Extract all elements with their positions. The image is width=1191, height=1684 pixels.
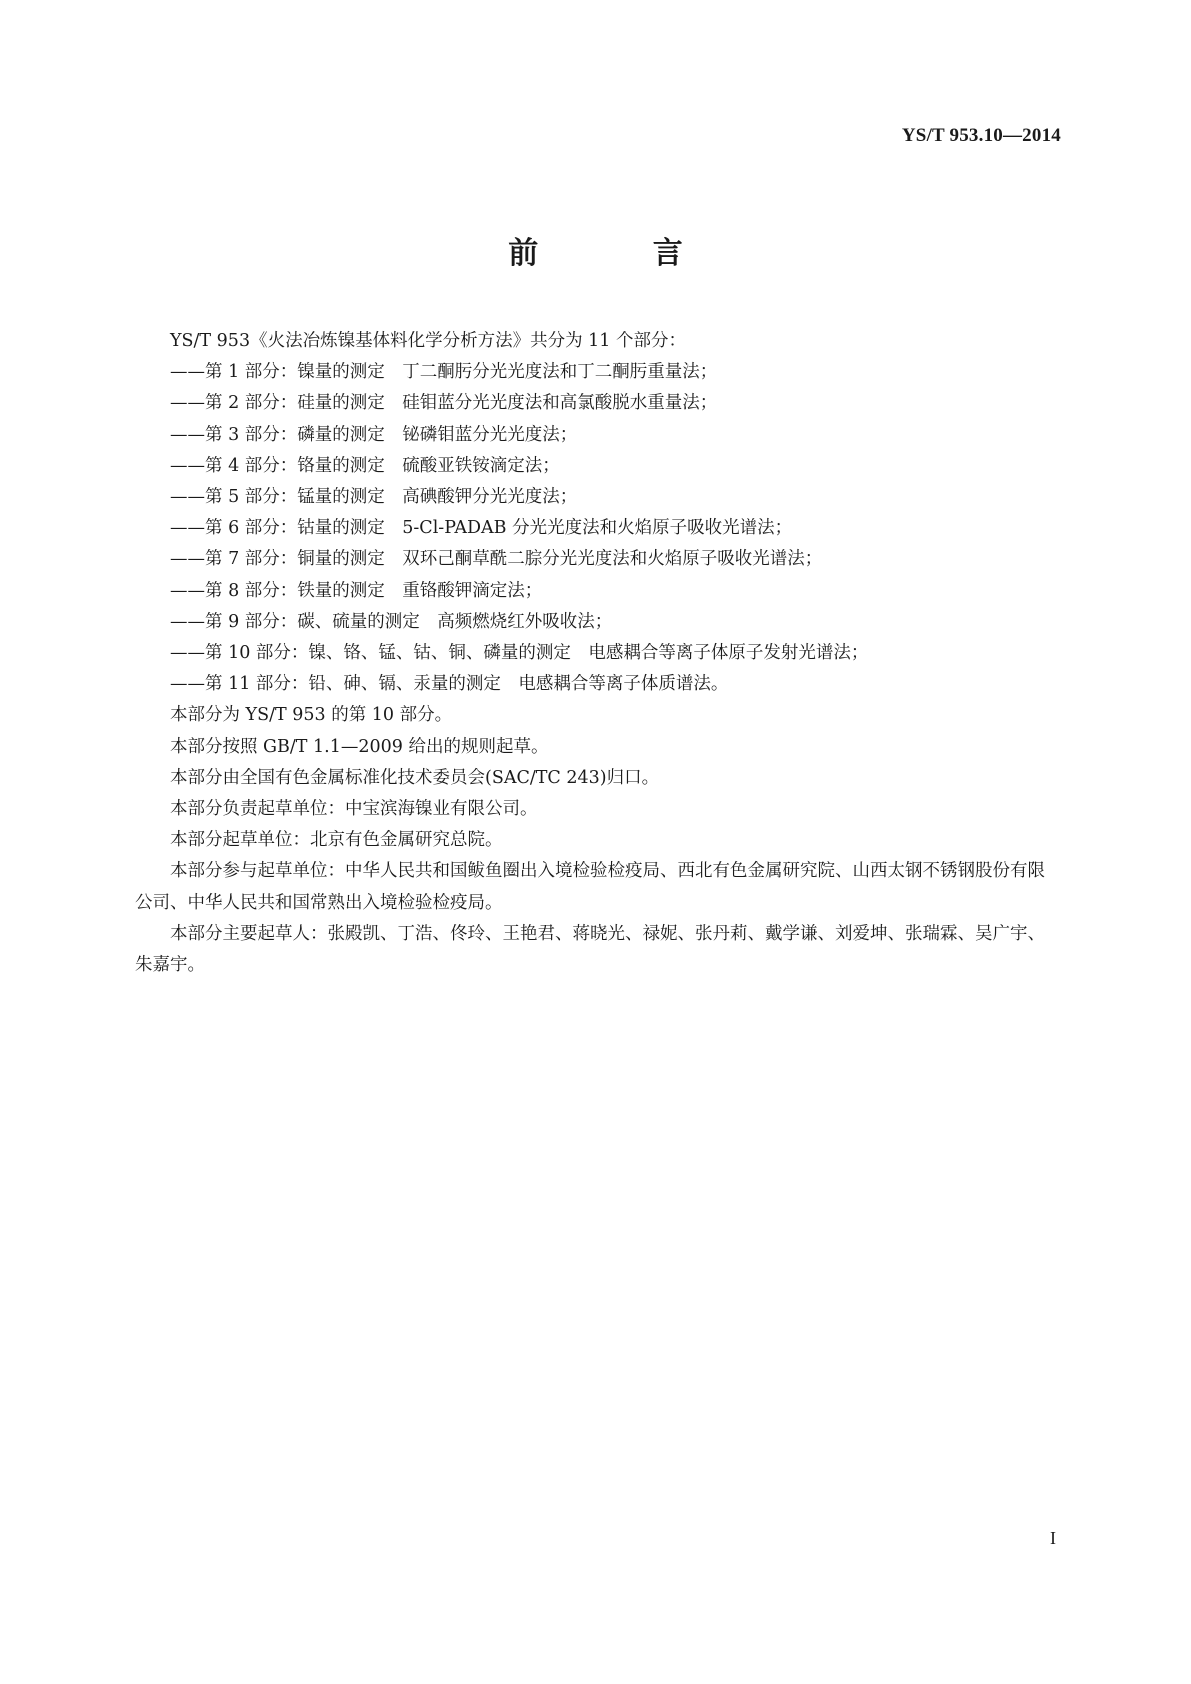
paragraph-drafters: 本部分主要起草人：张殿凯、丁浩、佟玲、王艳君、蒋晓光、禄妮、张丹莉、戴学谦、刘爱坤、张瑞霖、吴广宇、朱嘉宇。: [135, 923, 1045, 976]
list-item: ——第 5 部分：锰量的测定 高碘酸钾分光光度法；: [170, 487, 578, 508]
paragraph-participating-units: 本部分参与起草单位：中华人民共和国鲅鱼圈出入境检验检疫局、西北有色金属研究院、山西太钢不锈钢股份有限公司、中华人民共和国常熟出入境检验检疫局。: [135, 861, 1045, 913]
list-item: ——第 6 部分：钴量的测定 5-Cl-PADAB 分光光度法和火焰原子吸收光谱法；: [170, 518, 793, 539]
paragraph-committee: 本部分由全国有色金属标准化技术委员会(SAC/TC 243)归口。: [170, 767, 660, 788]
page-number: I: [1050, 1528, 1056, 1548]
list-item: ——第 3 部分：磷量的测定 铋磷钼蓝分光光度法；: [170, 424, 578, 445]
list-item: ——第 2 部分：硅量的测定 硅钼蓝分光光度法和高氯酸脱水重量法；: [170, 393, 718, 414]
page-title: 前 言: [508, 236, 735, 271]
foreword-body: [135, 326, 1060, 981]
paragraph-responsible-unit: 本部分负责起草单位：中宝滨海镍业有限公司。: [170, 799, 538, 820]
paragraph-drafting-unit: 本部分起草单位：北京有色金属研究总院。: [170, 830, 503, 851]
paragraph-drafting-rules: 本部分按照 GB/T 1.1—2009 给出的规则起草。: [170, 736, 549, 757]
list-item: ——第 7 部分：铜量的测定 双环己酮草酰二腙分光光度法和火焰原子吸收光谱法；: [170, 549, 823, 570]
parts-list: [135, 357, 1060, 700]
list-item: ——第 10 部分：镍、铬、锰、钴、铜、磷量的测定 电感耦合等离子体原子发射光谱法；: [170, 643, 869, 664]
list-item: ——第 4 部分：铬量的测定 硫酸亚铁铵滴定法；: [170, 455, 560, 476]
document-number: YS/T 953.10—2014: [901, 125, 1061, 146]
paragraph-part-number: 本部分为 YS/T 953 的第 10 部分。: [170, 705, 453, 726]
list-item: ——第 11 部分：铅、砷、镉、汞量的测定 电感耦合等离子体质谱法。: [170, 674, 729, 695]
list-item: ——第 8 部分：铁量的测定 重铬酸钾滴定法；: [170, 580, 543, 601]
intro-paragraph: YS/T 953《火法冶炼镍基体料化学分析方法》共分为 11 个部分：: [170, 331, 686, 351]
list-item: ——第 1 部分：镍量的测定 丁二酮肟分光光度法和丁二酮肟重量法；: [170, 362, 718, 383]
list-item: ——第 9 部分：碳、硫量的测定 高频燃烧红外吸收法；: [170, 611, 613, 632]
